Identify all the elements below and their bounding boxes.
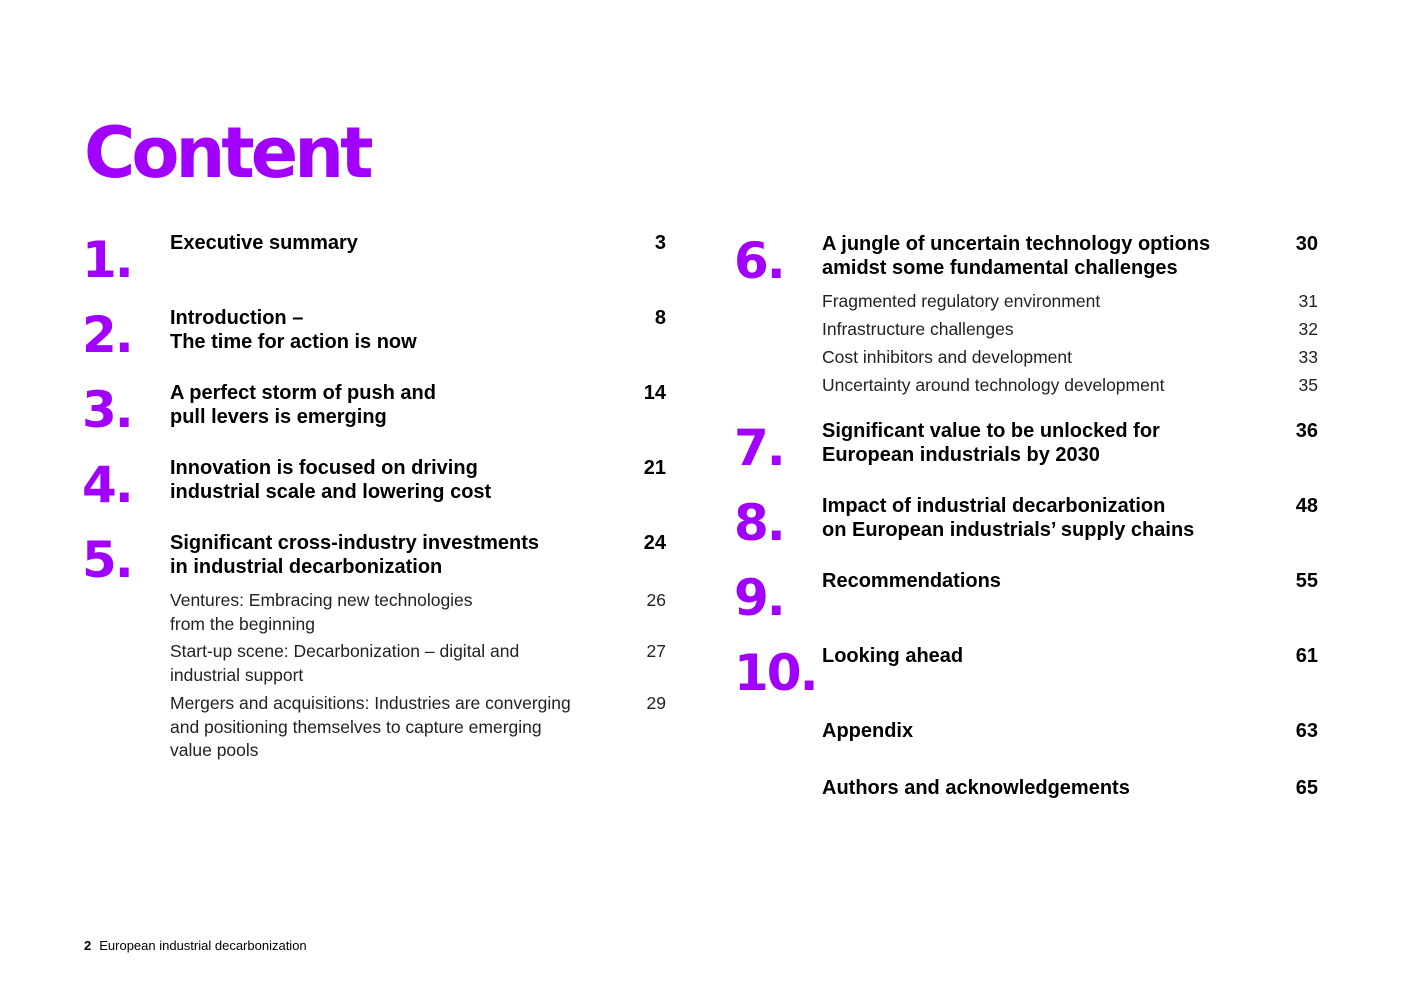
section-number: 3.	[82, 381, 132, 439]
page-number: 48	[1295, 495, 1318, 517]
page-number: 3	[654, 232, 666, 254]
page-number: 55	[1295, 570, 1318, 592]
subsection-title[interactable]: Mergers and acquisitions: Industries are converging and positioning themselves to capture emerging value pools	[170, 693, 571, 760]
page-number: 30	[1295, 233, 1318, 255]
section-number: 7.	[734, 419, 784, 477]
section-title[interactable]: A jungle of uncertain technology options amidst some fundamental challenges	[822, 233, 1211, 279]
section-title[interactable]: Introduction – The time for action is now	[170, 307, 417, 353]
footer-page-number: 2	[84, 938, 92, 953]
section-title[interactable]: Executive summary	[170, 232, 358, 254]
section-number: 4.	[82, 456, 132, 514]
section-number: 9.	[734, 569, 784, 627]
section-number: 1.	[82, 231, 132, 289]
subsection-page: 31	[1298, 291, 1318, 311]
page-number: 21	[643, 457, 666, 479]
subsection-title[interactable]: Fragmented regulatory environment	[822, 291, 1101, 311]
section-title[interactable]: A perfect storm of push and pull levers is emerging	[170, 382, 436, 428]
subsection-title[interactable]: Start-up scene: Decarbonization – digital and industrial support	[170, 641, 520, 685]
subsection-page: 33	[1298, 347, 1318, 367]
subsection-title[interactable]: Infrastructure challenges	[822, 319, 1014, 339]
section-title[interactable]: Significant value to be unlocked for European industrials by 2030	[822, 420, 1160, 466]
footer	[84, 937, 307, 955]
subsection-page: 26	[646, 590, 666, 610]
footer-text: European industrial decarbonization	[99, 938, 307, 953]
page-number: 63	[1295, 720, 1318, 742]
section-number: 8.	[734, 494, 784, 552]
subsection-page: 29	[646, 693, 666, 713]
section-number: 2.	[82, 306, 132, 364]
subsection-title[interactable]: Ventures: Embracing new technologies from the beginning	[170, 590, 473, 634]
page-number: 24	[643, 532, 666, 554]
subsection-page: 27	[646, 641, 666, 661]
section-title[interactable]: Impact of industrial decarbonization on European industrials’ supply chains	[822, 495, 1195, 541]
subsection-page: 35	[1298, 375, 1318, 395]
section-number: 5.	[82, 531, 132, 589]
subsection-title[interactable]: Cost inhibitors and development	[822, 347, 1073, 367]
page-number: 8	[654, 307, 666, 329]
page-number: 36	[1295, 420, 1318, 442]
page-title: Content	[84, 112, 370, 194]
subsection-page: 32	[1298, 319, 1318, 339]
page-number: 65	[1295, 777, 1318, 799]
section-title[interactable]: Significant cross-industry investments in industrial decarbonization	[170, 532, 539, 578]
section-title: Appendix	[822, 720, 914, 742]
section-title[interactable]: Innovation is focused on driving industrial scale and lowering cost	[170, 457, 492, 503]
section-title: Authors and acknowledgements	[822, 777, 1130, 799]
section-number: 10.	[734, 644, 817, 702]
section-title[interactable]: Looking ahead	[822, 645, 964, 667]
page-number: 61	[1295, 645, 1318, 667]
subsection-title[interactable]: Uncertainty around technology development	[822, 375, 1165, 395]
page-number: 14	[643, 382, 666, 404]
section-title[interactable]: Recommendations	[822, 570, 1001, 592]
section-number: 6.	[734, 232, 784, 290]
